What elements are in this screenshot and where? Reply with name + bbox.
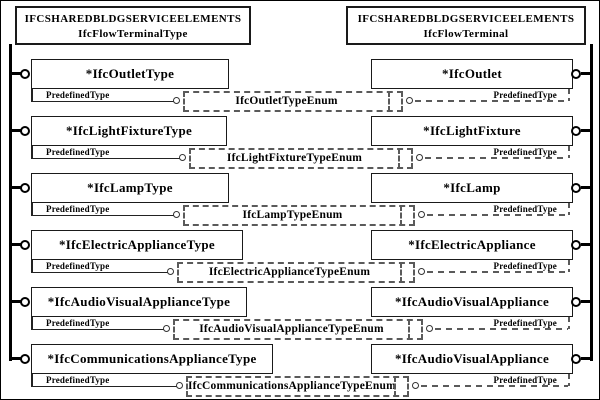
right-connector-line <box>581 300 593 303</box>
predefined-type-label-right: PredefinedType <box>493 261 557 271</box>
left-attribute-circle-icon <box>176 382 183 389</box>
enum-compartment <box>400 205 413 226</box>
entity-box-left: *IfcLampType <box>31 173 229 203</box>
left-attribute-line-horizontal <box>32 158 180 160</box>
left-attribute-line-horizontal <box>32 272 168 274</box>
entity-box-right: *IfcElectricAppliance <box>371 230 573 260</box>
right-connector-line <box>581 357 593 360</box>
right-connector-circle-icon <box>571 240 581 250</box>
right-connector-line <box>581 72 593 75</box>
right-attribute-circle-icon <box>426 325 433 332</box>
left-attribute-circle-icon <box>167 268 174 275</box>
enum-label: IfcCommunicationsApplianceTypeEnum <box>188 380 396 392</box>
entity-box-left: *IfcCommunicationsApplianceType <box>31 344 273 374</box>
schema-header-left <box>15 6 251 45</box>
right-connector-line <box>581 186 593 189</box>
enum-compartment <box>408 319 421 340</box>
left-connector-circle-icon <box>20 183 30 193</box>
schema-name-left: IFCSHAREDBLDGSERVICEELEMENTS <box>24 13 242 25</box>
predefined-type-label-left: PredefinedType <box>46 261 110 271</box>
predefined-type-label-right: PredefinedType <box>493 147 557 157</box>
right-attribute-line-horizontal <box>427 271 568 273</box>
right-attribute-circle-icon <box>412 382 419 389</box>
enum-box <box>177 262 415 283</box>
right-attribute-line-vertical <box>568 146 570 158</box>
left-attribute-line-horizontal <box>32 215 174 217</box>
right-connector-circle-icon <box>571 183 581 193</box>
right-attribute-line-horizontal <box>435 328 568 330</box>
right-connector-circle-icon <box>571 297 581 307</box>
enum-box <box>186 376 409 397</box>
predefined-type-label-left: PredefinedType <box>46 375 110 385</box>
enum-box <box>183 205 415 226</box>
right-connector-circle-icon <box>571 126 581 136</box>
predefined-type-label-left: PredefinedType <box>46 147 110 157</box>
right-attribute-line-horizontal <box>415 100 568 102</box>
left-attribute-line-horizontal <box>32 386 177 388</box>
enum-label: IfcAudioVisualApplianceTypeEnum <box>199 323 384 335</box>
right-attribute-line-vertical <box>568 203 570 215</box>
schema-entity-right: IfcFlowTerminal <box>423 28 509 40</box>
right-connector-circle-icon <box>571 69 581 79</box>
enum-compartment <box>388 91 401 112</box>
enum-compartment <box>400 262 413 283</box>
left-connector-circle-icon <box>20 69 30 79</box>
enum-box <box>173 319 423 340</box>
enum-label: IfcLightFixtureTypeEnum <box>226 152 363 164</box>
enum-compartment <box>398 148 411 169</box>
entity-box-right: *IfcOutlet <box>371 59 573 89</box>
schema-header-right <box>346 6 586 45</box>
right-attribute-line-horizontal <box>421 385 568 387</box>
left-attribute-circle-icon <box>173 211 180 218</box>
left-attribute-circle-icon <box>173 97 180 104</box>
right-attribute-circle-icon <box>418 268 425 275</box>
enum-label: IfcOutletTypeEnum <box>235 95 338 107</box>
left-connector-circle-icon <box>20 354 30 364</box>
entity-box-right: *IfcAudioVisualAppliance <box>371 287 573 317</box>
right-attribute-line-vertical <box>568 89 570 101</box>
right-attribute-line-horizontal <box>427 214 568 216</box>
left-attribute-circle-icon <box>163 325 170 332</box>
left-connector-circle-icon <box>20 240 30 250</box>
right-connector-line <box>581 243 593 246</box>
right-attribute-line-vertical <box>568 317 570 329</box>
predefined-type-label-left: PredefinedType <box>46 90 110 100</box>
left-attribute-circle-icon <box>179 154 186 161</box>
left-connector-circle-icon <box>20 126 30 136</box>
enum-box <box>189 148 413 169</box>
left-bus-line <box>9 44 12 361</box>
entity-box-left: *IfcAudioVisualApplianceType <box>31 287 247 317</box>
entity-box-right: *IfcLightFixture <box>371 116 573 146</box>
entity-box-right: *IfcAudioVisualAppliance <box>371 344 573 374</box>
schema-name-right: IFCSHAREDBLDGSERVICEELEMENTS <box>357 13 575 25</box>
right-attribute-line-vertical <box>568 374 570 386</box>
entity-box-left: *IfcElectricApplianceType <box>31 230 243 260</box>
right-attribute-circle-icon <box>418 211 425 218</box>
enum-label: IfcElectricApplianceTypeEnum <box>208 266 371 278</box>
predefined-type-label-right: PredefinedType <box>493 375 557 385</box>
entity-box-left: *IfcOutletType <box>31 59 229 89</box>
predefined-type-label-left: PredefinedType <box>46 318 110 328</box>
enum-label: IfcLampTypeEnum <box>242 209 343 221</box>
right-connector-line <box>581 129 593 132</box>
left-attribute-line-horizontal <box>32 329 164 331</box>
right-attribute-circle-icon <box>416 154 423 161</box>
predefined-type-label-right: PredefinedType <box>493 204 557 214</box>
enum-compartment <box>394 376 407 397</box>
entity-box-left: *IfcLightFixtureType <box>31 116 227 146</box>
predefined-type-label-right: PredefinedType <box>493 90 557 100</box>
right-attribute-circle-icon <box>406 97 413 104</box>
right-connector-circle-icon <box>571 354 581 364</box>
left-connector-circle-icon <box>20 297 30 307</box>
entity-box-right: *IfcLamp <box>371 173 573 203</box>
right-attribute-line-vertical <box>568 260 570 272</box>
predefined-type-label-left: PredefinedType <box>46 204 110 214</box>
right-attribute-line-horizontal <box>425 157 568 159</box>
predefined-type-label-right: PredefinedType <box>493 318 557 328</box>
left-attribute-line-horizontal <box>32 101 174 103</box>
right-bus-line <box>590 44 593 361</box>
schema-entity-left: IfcFlowTerminalType <box>78 28 188 40</box>
enum-box <box>183 91 403 112</box>
